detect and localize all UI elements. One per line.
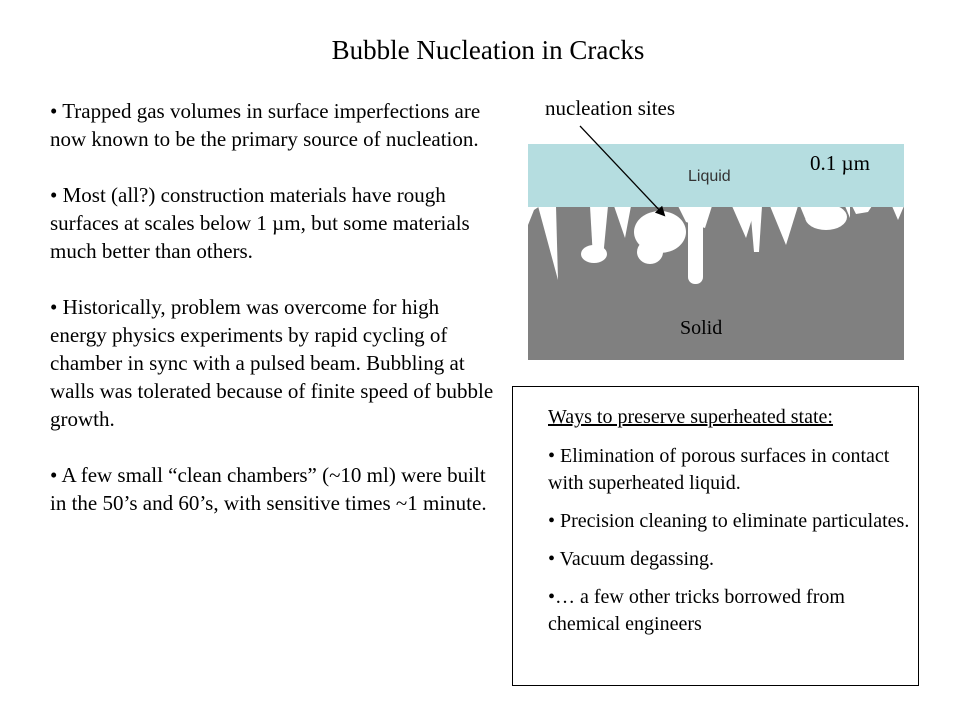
nucleation-sites-label: nucleation sites (545, 96, 676, 120)
box-heading: Ways to preserve superheated state: (548, 406, 833, 428)
box-item-porous: • Elimination of porous surfaces in contact with superheated liquid. (548, 445, 890, 494)
left-bullet-list (50, 97, 500, 517)
box-list (548, 443, 910, 649)
bullet-historical: • Historically, problem was overcome for high energy physics experiments by rapid cycling of chamber in sync with a pulsed beam. Bubbling at walls was tolerated because of finite speed of bubble growth. (50, 295, 494, 431)
slide-title: Bubble Nucleation in Cracks (331, 35, 645, 65)
box-item-other-tricks: •… a few other tricks borrowed from chemical engineers (548, 586, 845, 635)
box-item-degassing: • Vacuum degassing. (548, 548, 715, 570)
bullet-clean-chambers: • A few small “clean chambers” (~10 ml) were built in the 50’s and 60’s, with sensitive times ~1 minute. (50, 463, 487, 515)
preserve-superheat-box (512, 386, 919, 686)
box-item-cleaning: • Precision cleaning to eliminate particulates. (548, 510, 910, 532)
bullet-trapped-gas: • Trapped gas volumes in surface imperfections are now known to be the primary source of nucleation. (50, 99, 481, 151)
crack-diagram (500, 90, 920, 380)
bullet-rough-surfaces: • Most (all?) construction materials have rough surfaces at scales below 1 µm, but some materials much better than others. (50, 183, 470, 263)
liquid-label: Liquid (688, 168, 731, 185)
solid-label: Solid (680, 317, 723, 339)
scale-label: 0.1 µm (810, 151, 870, 175)
